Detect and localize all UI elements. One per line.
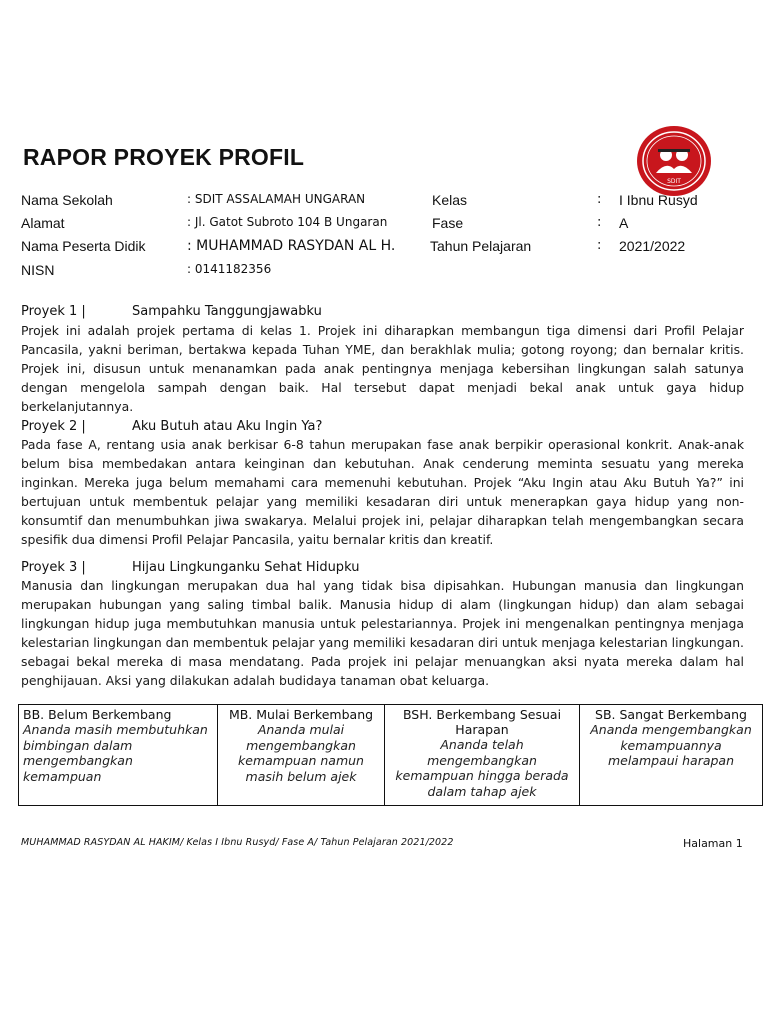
kelas-colon: : (597, 192, 602, 207)
kelas-value: I Ibnu Rusyd (619, 192, 698, 208)
page-number: Halaman 1 (683, 837, 743, 850)
nama-sekolah-value: : SDIT ASSALAMAH UNGARAN (187, 192, 366, 206)
legend-sb-desc: Ananda mengembangkan kemampuannya melampaui harapan (590, 722, 752, 768)
tahun-colon: : (597, 238, 602, 253)
legend-bsh-head: BSH. Berkembang Sesuai Harapan (402, 707, 562, 737)
tahun-value: 2021/2022 (619, 238, 686, 254)
nisn-value: : 0141182356 (187, 262, 272, 276)
legend-cell-bsh (385, 705, 580, 806)
logo-text: SDIT (667, 178, 681, 185)
info-row-peserta (21, 238, 751, 260)
alamat-label: Alamat (21, 215, 65, 231)
project-3-title: Hijau Lingkunganku Sehat Hidupku (132, 560, 360, 575)
legend-cell-mb (218, 705, 385, 806)
info-row-sekolah (21, 192, 751, 214)
legend-bb-head: BB. Belum Berkembang (23, 707, 172, 722)
info-row-nisn (21, 262, 751, 284)
alamat-value: : Jl. Gatot Subroto 104 B Ungaran (187, 215, 388, 229)
peserta-value: : MUHAMMAD RASYDAN AL H. (187, 238, 396, 254)
legend-mb-desc: Ananda mulai mengembangkan kemampuan namun masih belum ajek (238, 722, 364, 784)
assessment-legend-table (18, 704, 763, 806)
legend-row (19, 705, 763, 806)
fase-label: Fase (432, 215, 464, 231)
peserta-label: Nama Peserta Didik (21, 238, 146, 254)
project-3-number: Proyek 3 | (21, 560, 86, 575)
project-1-description: Projek ini adalah projek pertama di kelas 1. Projek ini diharapkan membangun tiga dimensi dari Profil Pelajar Pancasila, yakni beriman, bertakwa kepada Tuhan YME, dan berakhlak mulia; gotong royong; dan bernalar kritis. Projek ini, disusun untuk menanamkan pada anak pentingnya menjaga kebersihan lingkungan salah satunya dengan mengelola sampah dengan baik. Hal tersebut dapat menjadi bekal anak untuk gaya hidup berkelanjutannya. (21, 323, 744, 414)
project-1-title: Sampahku Tanggungjawabku (132, 304, 322, 319)
info-row-alamat (21, 215, 751, 237)
fase-value: A (619, 215, 629, 231)
footer-student-info: MUHAMMAD RASYDAN AL HAKIM/ Kelas I Ibnu Rusyd/ Fase A/ Tahun Pelajaran 2021/2022 (21, 837, 454, 848)
legend-bsh-desc: Ananda telah mengembangkan kemampuan hingga berada dalam tahap ajek (395, 737, 569, 799)
project-2-description: Pada fase A, rentang usia anak berkisar 6-8 tahun merupakan fase anak berpikir operasional konkrit. Anak-anak belum bisa membedakan antara keinginan dan kebutuhan. Anak cenderung meminta sesuatu yang mereka inginkan. Mereka juga belum memahami cara memenuhi kebutuhan. Projek “Aku Ingin atau Aku Butuh Ya?” ini bertujuan untuk membentuk pelajar yang memiliki kesadaran diri untuk menerapkan gaya hidup yang non-konsumtif dan menumbuhkan jiwa swakarya. Melalui projek ini, pelajar diharapkan telah mengembangkan secara spesifik dua dimensi Profil Pelajar Pancasila, yaitu bernalar kritis dan kreatif. (21, 437, 744, 547)
legend-cell-sb (580, 705, 763, 806)
project-1-number: Proyek 1 | (21, 304, 86, 319)
school-logo (636, 125, 712, 197)
nama-sekolah-label: Nama Sekolah (21, 192, 113, 208)
tahun-label: Tahun Pelajaran (430, 238, 532, 254)
page-title: RAPOR PROYEK PROFIL (23, 144, 305, 170)
fase-colon: : (597, 215, 602, 230)
legend-sb-head: SB. Sangat Berkembang (595, 707, 747, 722)
legend-cell-bb (19, 705, 218, 806)
project-2-number: Proyek 2 | (21, 419, 86, 434)
project-3-description: Manusia dan lingkungan merupakan dua hal yang tidak bisa dipisahkan. Hubungan manusia dan lingkungan merupakan hubungan yang saling timbal balik. Manusia hidup di alam (lingkungan hidup) dan alam sebagai lingkungan hidup juga membutuhkan manusia untuk pelestariannya. Projek ini mengenalkan pentingnya menjaga kelestarian lingkungan dan membentuk pelajar yang memiliki kesadaran diri untuk menjaga kelestarian lingkungan. sebagai bekal mereka di masa mendatang. Pada projek ini pelajar menuangkan aksi nyata mereka dalam hal penghijauan. Aksi yang dilakukan adalah budidaya tanaman obat keluarga. (21, 578, 744, 688)
kelas-label: Kelas (432, 192, 468, 208)
nisn-label: NISN (21, 262, 55, 278)
legend-bb-desc: Ananda masih membutuhkan bimbingan dalam mengembangkan kemampuan (23, 722, 208, 784)
legend-mb-head: MB. Mulai Berkembang (228, 707, 374, 722)
project-2-title: Aku Butuh atau Aku Ingin Ya? (132, 419, 323, 434)
